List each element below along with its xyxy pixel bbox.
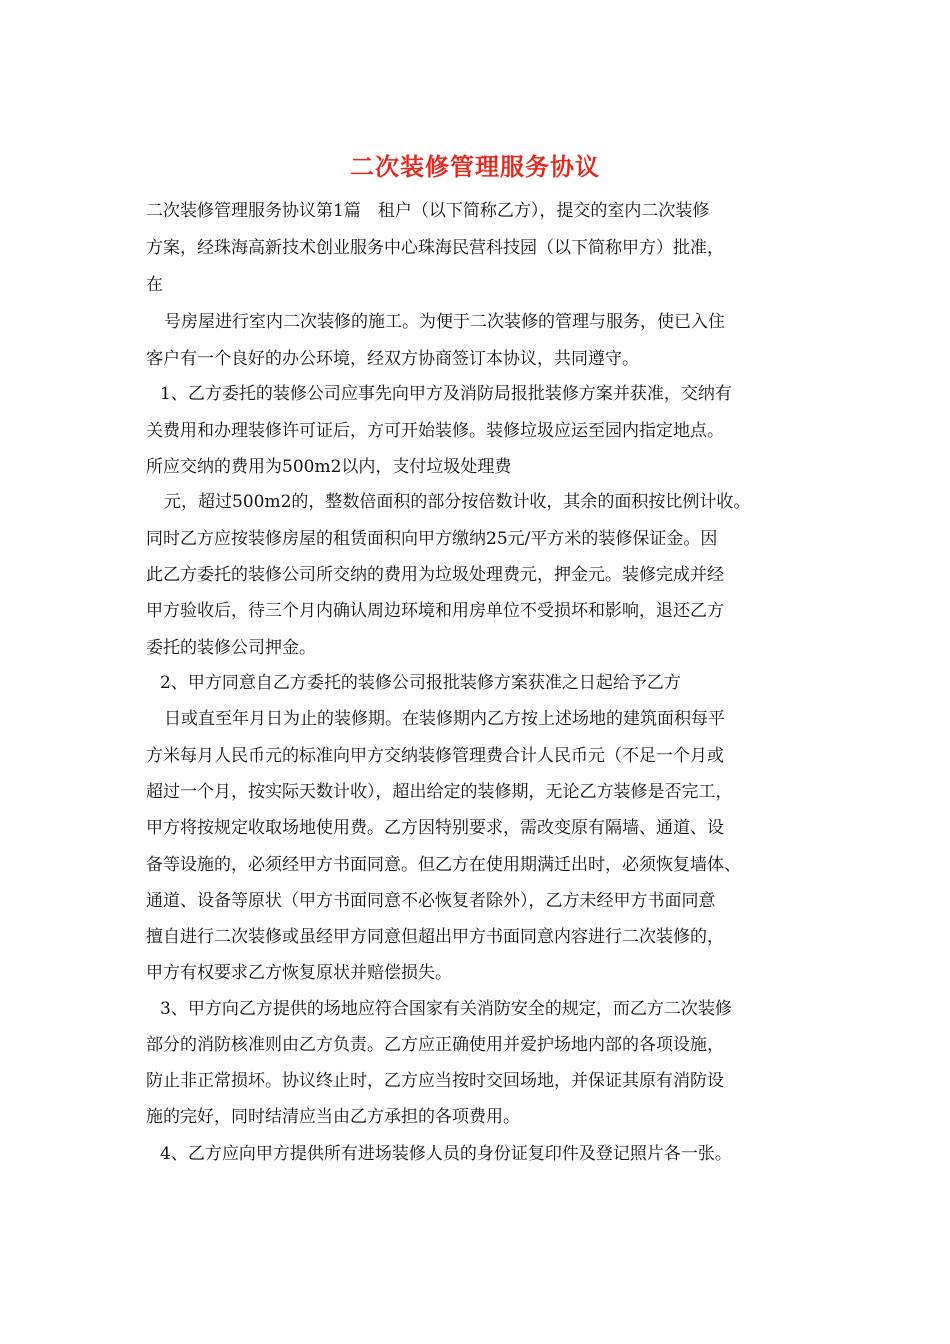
text-line: 甲方验收后，待三个月内确认周边环境和用房单位不受损坏和影响，退还乙方 bbox=[146, 601, 724, 621]
text-line: 擅自进行二次装修或虽经甲方同意但超出甲方书面同意内容进行二次装修的， bbox=[146, 927, 724, 947]
text-line: 2、甲方同意自乙方委托的装修公司报批装修方案获准之日起给予乙方 bbox=[160, 673, 681, 693]
text-line: 号房屋进行室内二次装修的施工。为便于二次装修的管理与服务，使已入住 bbox=[164, 312, 725, 332]
text-line: 所应交纳的费用为500m2以内，支付垃圾处理费 bbox=[146, 457, 512, 477]
text-line: 防止非正常损坏。协议终止时，乙方应当按时交回场地，并保证其原有消防设 bbox=[146, 1071, 724, 1091]
text-line: 元，超过500m2的，整数倍面积的部分按倍数计收，其余的面积按比例计收。 bbox=[164, 492, 751, 512]
text-line: 超过一个月，按实际天数计收），超出给定的装修期，无论乙方装修是否完工， bbox=[146, 782, 733, 802]
text-line: 1、乙方委托的装修公司应事先向甲方及消防局报批装修方案并获准，交纳有 bbox=[160, 384, 732, 404]
text-line: 4、乙方应向甲方提供所有进场装修人员的身份证复印件及登记照片各一张。 bbox=[160, 1144, 732, 1164]
text-line: 委托的装修公司押金。 bbox=[146, 638, 316, 658]
text-line: 施的完好，同时结清应当由乙方承担的各项费用。 bbox=[146, 1107, 520, 1127]
text-line: 通道、设备等原状（甲方书面同意不必恢复者除外），乙方未经甲方书面同意 bbox=[146, 891, 716, 911]
text-line: 方米每月人民币元的标准向甲方交纳装修管理费合计人民币元（不足一个月或 bbox=[146, 746, 724, 766]
document-title: 二次装修管理服务协议 bbox=[350, 152, 600, 181]
text-line: 此乙方委托的装修公司所交纳的费用为垃圾处理费元，押金元。装修完成并经 bbox=[146, 565, 724, 585]
text-line: 甲方有权要求乙方恢复原状并赔偿损失。 bbox=[146, 963, 452, 983]
text-line: 甲方将按规定收取场地使用费。乙方因特别要求，需改变原有隔墙、通道、设 bbox=[146, 818, 724, 838]
text-line: 二次装修管理服务协议第1篇 租户（以下简称乙方），提交的室内二次装修 bbox=[146, 201, 710, 221]
text-line: 部分的消防核准则由乙方负责。乙方应正确使用并爱护场地内部的各项设施， bbox=[146, 1035, 724, 1055]
text-line: 日或直至年月日为止的装修期。在装修期内乙方按上述场地的建筑面积每平 bbox=[164, 709, 725, 729]
text-line: 3、甲方向乙方提供的场地应符合国家有关消防安全的规定，而乙方二次装修 bbox=[160, 999, 732, 1019]
text-line: 在 bbox=[146, 275, 163, 295]
text-line: 方案，经珠海高新技术创业服务中心珠海民营科技园（以下简称甲方）批准， bbox=[146, 238, 724, 258]
text-line: 客户有一个良好的办公环境，经双方协商签订本协议，共同遵守。 bbox=[146, 349, 639, 369]
text-line: 同时乙方应按装修房屋的租赁面积向甲方缴纳25元/平方米的装修保证金。因 bbox=[146, 529, 718, 549]
text-line: 关费用和办理装修许可证后，方可开始装修。装修垃圾应运至园内指定地点。 bbox=[146, 421, 724, 441]
text-line: 备等设施的，必须经甲方书面同意。但乙方在使用期满迁出时，必须恢复墙体、 bbox=[146, 855, 741, 875]
